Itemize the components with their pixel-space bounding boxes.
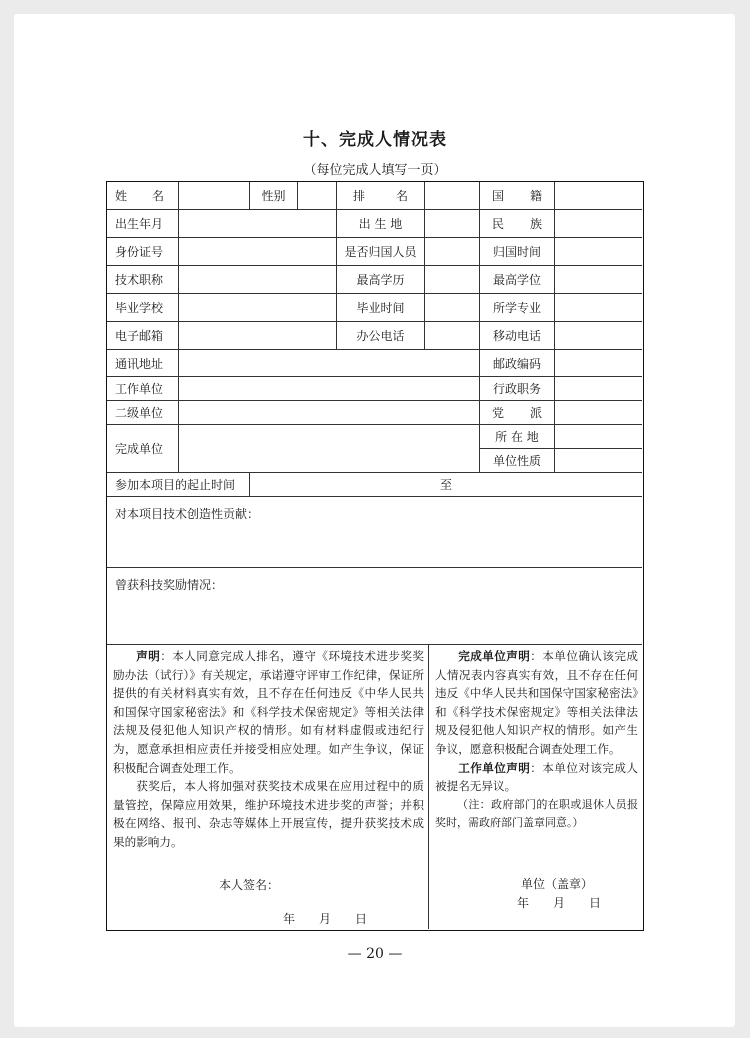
label-sub-unit: 二级单位 [107,401,179,425]
field-address[interactable] [179,350,480,377]
label-rank: 排 名 [337,182,425,210]
label-address: 通讯地址 [107,350,179,377]
label-title-rank: 技术职称 [107,266,179,294]
signature-date: 年 月 日 [283,912,368,926]
unit-declaration-text: ：本单位确认该完成人情况表内容真实有效，且不存在任何违反《中华人民共和国保守国家秘密法》和《科学技术保密规定》等相关法律法规及侵犯他人知识产权的情形。如产生争议，愿意积极配合调查处理工作。 [435,649,638,756]
label-grad-time: 毕业时间 [337,294,425,322]
field-id-number[interactable] [179,238,337,266]
label-party: 党 派 [480,401,555,425]
page-number: — 20 — [347,946,403,962]
field-completing-unit[interactable] [179,425,480,473]
field-grad-time[interactable] [425,294,480,322]
label-birthplace: 出 生 地 [337,210,425,238]
field-ethnicity[interactable] [555,210,642,238]
field-email[interactable] [179,322,337,350]
label-education: 最高学历 [337,266,425,294]
field-unit-nature[interactable] [555,449,642,473]
unit-declaration-heading: 完成单位声明 [458,649,531,663]
label-work-unit: 工作单位 [107,377,179,401]
field-school[interactable] [179,294,337,322]
field-party[interactable] [555,401,642,425]
label-office-phone: 办公电话 [337,322,425,350]
label-ethnicity: 民 族 [480,210,555,238]
field-rank[interactable] [425,182,480,210]
field-work-unit[interactable] [179,377,480,401]
completer-info-table [106,181,644,931]
declaration-heading: 声明 [136,649,161,663]
declaration-text-1: ：本人同意完成人排名，遵守《环境技术进步奖奖励办法（试行）》有关规定，承诺遵守评审工作纪律，保证所提供的有关材料真实有效，且不存在任何违反《中华人民共和国保守国家秘密法》和《科学技术保密规定》等相关法律法规及侵犯他人知识产权的情形。如有材料虚假或违纪行为，愿意承担相应责任并接受相应处理。如产生争议，保证积极配合调查处理工作。 [113,649,424,775]
label-email: 电子邮箱 [107,322,179,350]
label-postcode: 邮政编码 [480,350,555,377]
label-return-time: 归国时间 [480,238,555,266]
signature-label: 本人签名： [219,878,280,892]
field-location[interactable] [555,425,642,449]
field-contribution[interactable] [107,497,642,568]
field-office-phone[interactable] [425,322,480,350]
label-mobile: 移动电话 [480,322,555,350]
field-returnee[interactable] [425,238,480,266]
label-major: 所学专业 [480,294,555,322]
label-nationality: 国 籍 [480,182,555,210]
field-education[interactable] [425,266,480,294]
field-name[interactable] [179,182,250,210]
field-degree[interactable] [555,266,642,294]
field-birth-date[interactable] [179,210,337,238]
field-major[interactable] [555,294,642,322]
label-admin-post: 行政职务 [480,377,555,401]
label-location: 所 在 地 [480,425,555,449]
form-title: 十、完成人情况表 [303,130,447,150]
field-postcode[interactable] [555,350,642,377]
label-gender: 性别 [250,182,298,210]
field-return-time[interactable] [555,238,642,266]
label-returnee: 是否归国人员 [337,238,425,266]
unit-declaration [435,647,638,833]
field-gender[interactable] [298,182,337,210]
label-id-number: 身份证号 [107,238,179,266]
field-mobile[interactable] [555,322,642,350]
field-birthplace[interactable] [425,210,480,238]
label-awards: 曾获科技奖励情况： [115,578,224,592]
label-contribution: 对本项目技术创造性贡献： [115,507,260,521]
label-birth-date: 出生年月 [107,210,179,238]
field-awards[interactable] [107,568,642,645]
label-degree: 最高学位 [480,266,555,294]
declaration-text-2: 获奖后，本人将加强对获奖技术成果在应用过程中的质量管控，保障应用效果，维护环境技术进步奖的声誉；并积极在网络、报刊、杂志等媒体上开展宣传，提升获奖技术成果的影响力。 [113,779,424,849]
label-completing-unit: 完成单位 [107,425,179,473]
period-to: 至 [439,478,452,492]
field-title-rank[interactable] [179,266,337,294]
field-period[interactable] [250,473,642,497]
label-period: 参加本项目的起止时间 [107,473,250,497]
seal-label: 单位（盖章） [521,877,594,891]
field-sub-unit[interactable] [179,401,480,425]
label-unit-nature: 单位性质 [480,449,555,473]
field-nationality[interactable] [555,182,642,210]
personal-declaration [113,647,424,852]
form-subtitle: （每位完成人填写一页） [303,163,447,178]
work-unit-declaration-text: ：本单位对该完成人被提名无异议。 [435,760,638,794]
label-school: 毕业学校 [107,294,179,322]
work-unit-declaration-heading: 工作单位声明 [458,760,531,775]
field-admin-post[interactable] [555,377,642,401]
declaration-note: （注：政府部门的在职或退休人员报奖时，需政府部门盖章同意。） [435,797,638,830]
seal-date: 年 月 日 [517,896,602,910]
label-name: 姓 名 [107,182,179,210]
